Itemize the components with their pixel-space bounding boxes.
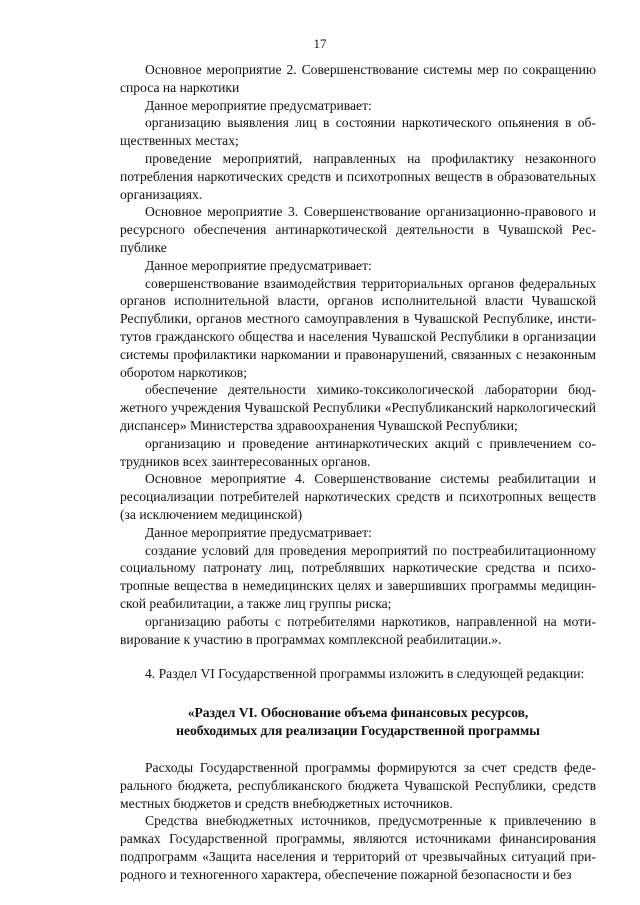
- paragraph: организацию выявления лиц в состоянии наркотического опьянения в общественных местах;: [120, 115, 596, 149]
- paragraph: совершенствование взаимодействия территориальных органов федеральных органов исполнительной власти, органов исполнительной власти Чувашской Республики, органов местного самоуправления в Чувашской Республике, институтов гражданского общества и населения Чувашской Республики в организации системы профилактики наркомании и правонарушений, связанных с незаконным оборотом наркотиков;: [120, 275, 596, 380]
- paragraph: Данное мероприятие предусматривает:: [145, 257, 372, 273]
- paragraph: Средства внебюджетных источников, предусмотренные к привлечению в рамках Государственной программы, являются источниками финансирования подпрограмм «Защита населения и территорий от чрезвычайных ситуаций природного и техногенного характера, обеспечение пожарной безопасности и без: [120, 813, 596, 882]
- section-heading-line: необходимых для реализации Государственной программы: [176, 723, 540, 739]
- paragraph: обеспечение деятельности химико-токсикологической лаборатории бюджетного учреждения Чувашской Республики «Республиканский наркологический диспансер» Министерства здравоохранения Чувашской Республики;: [120, 382, 596, 433]
- paragraph: организацию работы с потребителями наркотиков, направленной на мотивирование к участию в программах комплексной реабилитации.».: [120, 613, 596, 647]
- paragraph: создание условий для проведения мероприятий по постреабилитационному социальному патронату лиц, потреблявших наркотические средства и психотропные вещества в немедицинских целях и завершивших программы медицинской реабилитации, а также лиц группы риска;: [120, 542, 596, 611]
- section-heading-line: «Раздел VI. Обоснование объема финансовых ресурсов,: [187, 705, 529, 721]
- paragraph: Основное мероприятие 2. Совершенствование системы мер по сокращению спроса на наркотики: [120, 62, 596, 95]
- paragraph: Данное мероприятие предусматривает:: [145, 524, 372, 540]
- paragraph: организацию и проведение антинаркотических акций с привлечением сотрудников всех заинтересованных органов.: [120, 435, 596, 469]
- document-body: [120, 61, 596, 884]
- section-heading: [120, 704, 596, 740]
- paragraph: Данное мероприятие предусматривает:: [145, 97, 372, 113]
- paragraph: Основное мероприятие 3. Совершенствование организационно-правового и ресурсного обеспечения антинаркотической деятельности в Чувашской Республике: [120, 204, 596, 255]
- amendment-instruction: 4. Раздел VI Государственной программы изложить в следующей редакции:: [145, 666, 585, 682]
- page-number: 17: [313, 36, 327, 51]
- paragraph: Основное мероприятие 4. Совершенствование системы реабилитации и ресоциализации потребителей наркотических средств и психотропных веществ (за исключением медицинской): [120, 471, 596, 522]
- paragraph: Расходы Государственной программы формируются за счет средств федерального бюджета, республиканского бюджета Чувашской Республики, средств местных бюджетов и средств внебюджетных источников.: [120, 760, 596, 811]
- paragraph: проведение мероприятий, направленных на профилактику незаконного потребления наркотических средств и психотропных веществ в образовательных организациях.: [120, 150, 596, 202]
